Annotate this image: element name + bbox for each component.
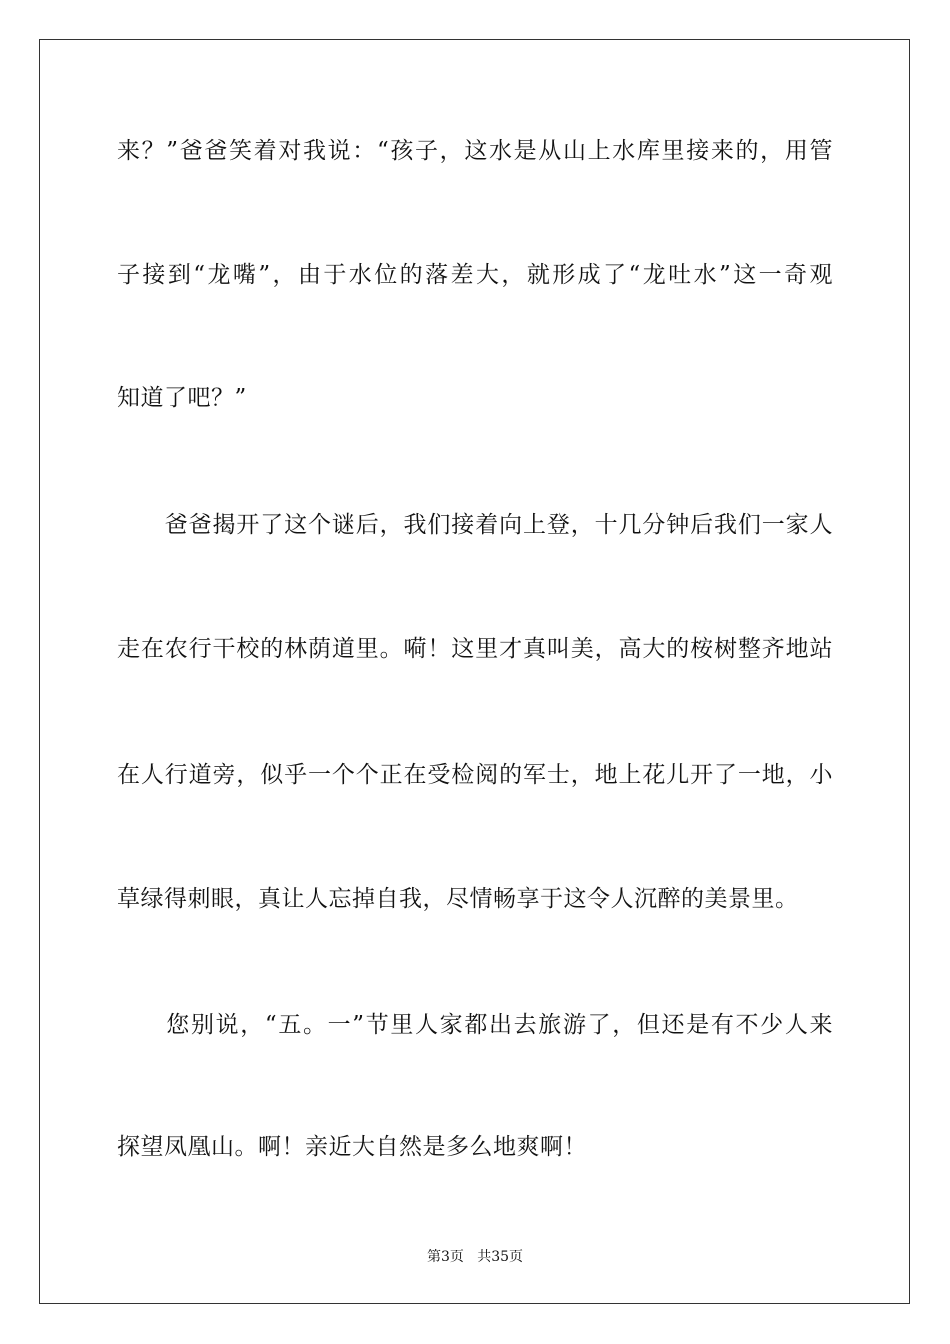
page-number-footer: 第3页 共35页 [426, 1249, 524, 1265]
text-line-9: 探望凤凰山。啊！亲近大自然是多么地爽啊！ [117, 1134, 587, 1160]
text-line-2: 子接到“龙嘴”，由于水位的落差大，就形成了“龙吐水”这一奇观 [117, 262, 833, 288]
text-line-3: 知道了吧？” [117, 385, 247, 411]
text-line-4: 爸爸揭开了这个谜后，我们接着向上登，十几分钟后我们一家人 [117, 512, 833, 538]
text-line-8: 您别说，“五。一”节里人家都出去旅游了，但还是有不少人来 [117, 1012, 833, 1038]
text-line-5: 走在农行干校的林荫道里。嗬！这里才真叫美，高大的桉树整齐地站 [117, 636, 833, 662]
text-line-6: 在人行道旁，似乎一个个正在受检阅的军士，地上花儿开了一地，小 [117, 762, 833, 788]
text-line-1: 来？”爸爸笑着对我说：“孩子，这水是从山上水库里接来的，用管 [117, 138, 833, 164]
page-border [39, 39, 910, 1304]
text-line-7: 草绿得刺眼，真让人忘掉自我，尽情畅享于这令人沉醉的美景里。 [117, 886, 799, 912]
